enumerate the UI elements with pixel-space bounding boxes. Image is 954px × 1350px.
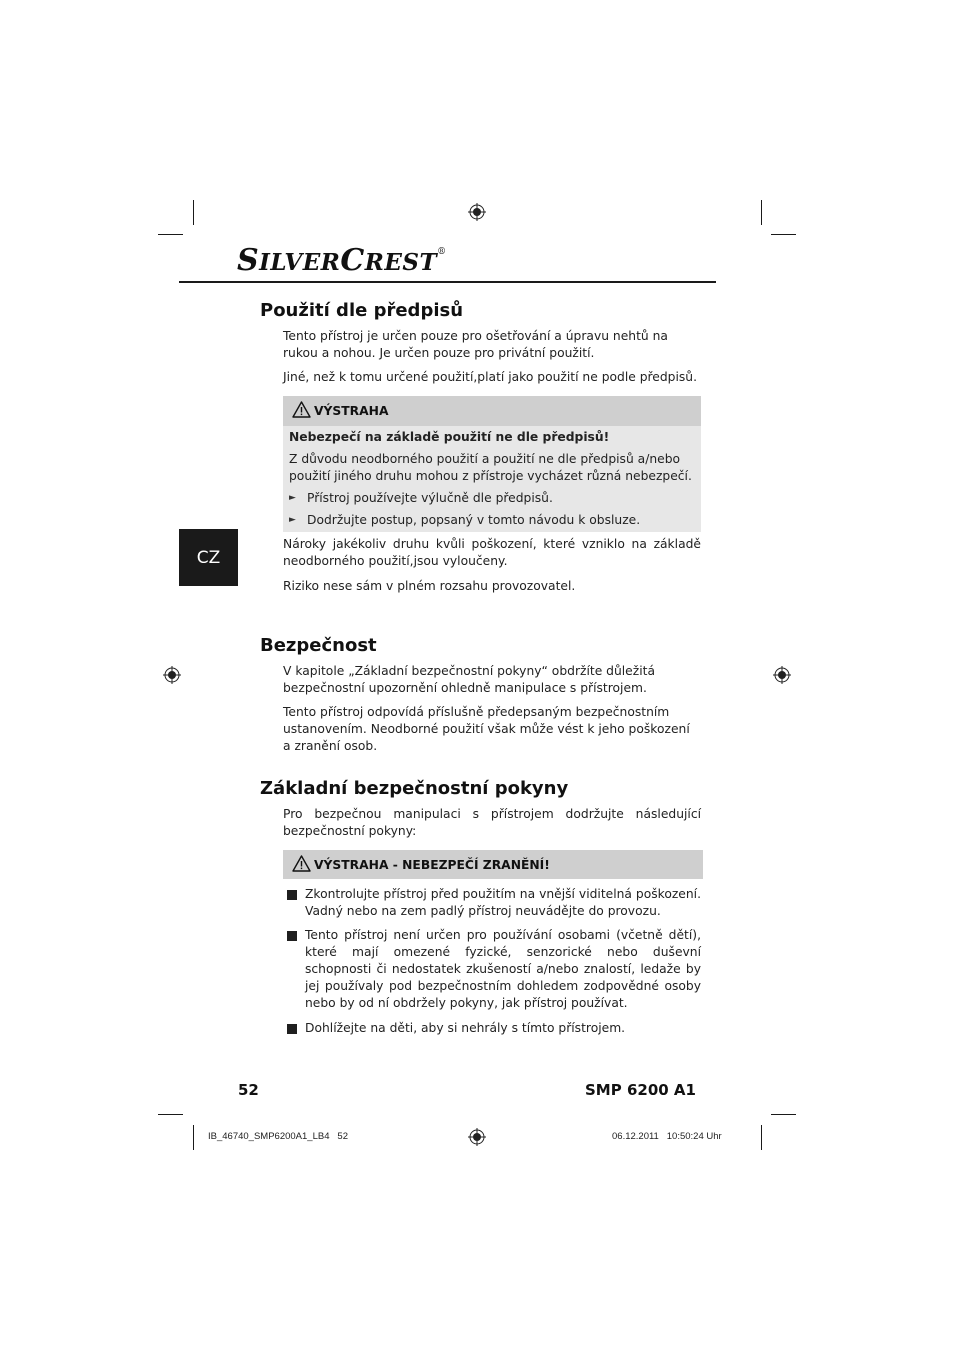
warning-injury-header <box>283 850 703 879</box>
section-title-basic-safety: Základní bezpečnostní pokyny <box>260 778 569 799</box>
usage-paragraph-1: Tento přístroj je určen pouze pro ošetřování a úpravu nehtů na rukou a nohou. Je určen pouze pro privátní použití. <box>283 329 668 360</box>
crop-mark-bottom-right-horizontal <box>771 1114 796 1115</box>
warning-subtitle: Nebezpečí na základě použití ne dle předpisů! <box>289 430 610 444</box>
print-slug-right: 06.12.2011 10:50:24 Uhr <box>612 1131 722 1142</box>
basic-paragraph-1: Pro bezpečnou manipulaci s přístrojem dodržujte následující bezpečnostní pokyny: <box>283 807 701 838</box>
usage-paragraph-4: Riziko nese sám v plném rozsahu provozovatel. <box>283 579 576 593</box>
registration-mark-top-icon <box>468 203 486 221</box>
header-rule <box>179 281 716 283</box>
section-title-usage: Použití dle předpisů <box>260 300 464 321</box>
language-tab: CZ <box>179 529 238 586</box>
registration-mark-right-icon <box>773 666 791 684</box>
safety-list-item: Zkontrolujte přístroj před použitím na vnější viditelná poškození. Vadný nebo na zem padlý přístroj neuvádějte do provozu. <box>305 887 701 918</box>
crop-mark-top-left-horizontal <box>158 234 183 235</box>
usage-paragraph-2: Jiné, než k tomu určené použití,platí jako použití ne podle předpisů. <box>283 370 698 384</box>
arrow-bullet-icon: ► <box>289 493 296 503</box>
crop-mark-top-left-vertical <box>193 200 194 225</box>
safety-paragraph-2: Tento přístroj odpovídá příslušně předepsaným bezpečnostním ustanovením. Neodborné použití však může vést k jeho poškození a zranění osob. <box>283 705 690 753</box>
page-number: 52 <box>238 1081 259 1099</box>
arrow-bullet-icon: ► <box>289 515 296 525</box>
square-bullet-icon <box>287 931 297 941</box>
crop-mark-bottom-left-horizontal <box>158 1114 183 1115</box>
safety-list-item: Dohlížejte na děti, aby si nehrály s tímto přístrojem. <box>305 1021 626 1035</box>
model-number: SMP 6200 A1 <box>585 1081 696 1099</box>
warning-text: Z důvodu neodborného použití a použití ne dle předpisů a/nebo použití jiného druhu mohou z přístroje vycházet různá nebezpečí. <box>289 452 692 483</box>
warning-injury-title: VÝSTRAHA - NEBEZPEČÍ ZRANĚNÍ! <box>314 858 550 872</box>
crop-mark-bottom-left-vertical <box>193 1125 194 1150</box>
warning-title: VÝSTRAHA <box>314 404 389 418</box>
safety-list-item: Tento přístroj není určen pro používání osobami (včetně dětí), které mají omezené fyzické, senzorické nebo duševní schopnosti či nedostatek zkušeností a/nebo znalostí, ledaže by jej používaly pod bezpečnostním dohledem zodpovědné osoby nebo by od ní obdržely pokyny, jak přístroj používat. <box>305 928 701 1010</box>
warning-box-body <box>283 426 701 532</box>
warning-list-item: Dodržujte postup, popsaný v tomto návodu k obsluze. <box>307 513 641 527</box>
crop-mark-top-right-horizontal <box>771 234 796 235</box>
registration-mark-bottom-icon <box>468 1128 486 1146</box>
safety-paragraph-1: V kapitole „Základní bezpečnostní pokyny“ obdržíte důležitá bezpečnostní upozornění ohledně manipulace s přístrojem. <box>283 664 655 695</box>
usage-paragraph-3: Nároky jakékoliv druhu kvůli poškození, které vzniklo na základě neodborného použití,jsou vyloučeny. <box>283 537 701 568</box>
square-bullet-icon <box>287 890 297 900</box>
warning-triangle-icon <box>292 401 311 418</box>
brand-logo: SILVERCREST® <box>237 243 447 278</box>
warning-box-header <box>283 396 701 426</box>
crop-mark-bottom-right-vertical <box>761 1125 762 1150</box>
square-bullet-icon <box>287 1024 297 1034</box>
registration-mark-left-icon <box>163 666 181 684</box>
warning-triangle-icon <box>292 855 311 872</box>
section-title-safety: Bezpečnost <box>260 635 377 656</box>
crop-mark-top-right-vertical <box>761 200 762 225</box>
print-slug-left: IB_46740_SMP6200A1_LB4 52 <box>208 1131 348 1142</box>
warning-list-item: Přístroj používejte výlučně dle předpisů. <box>307 491 553 505</box>
